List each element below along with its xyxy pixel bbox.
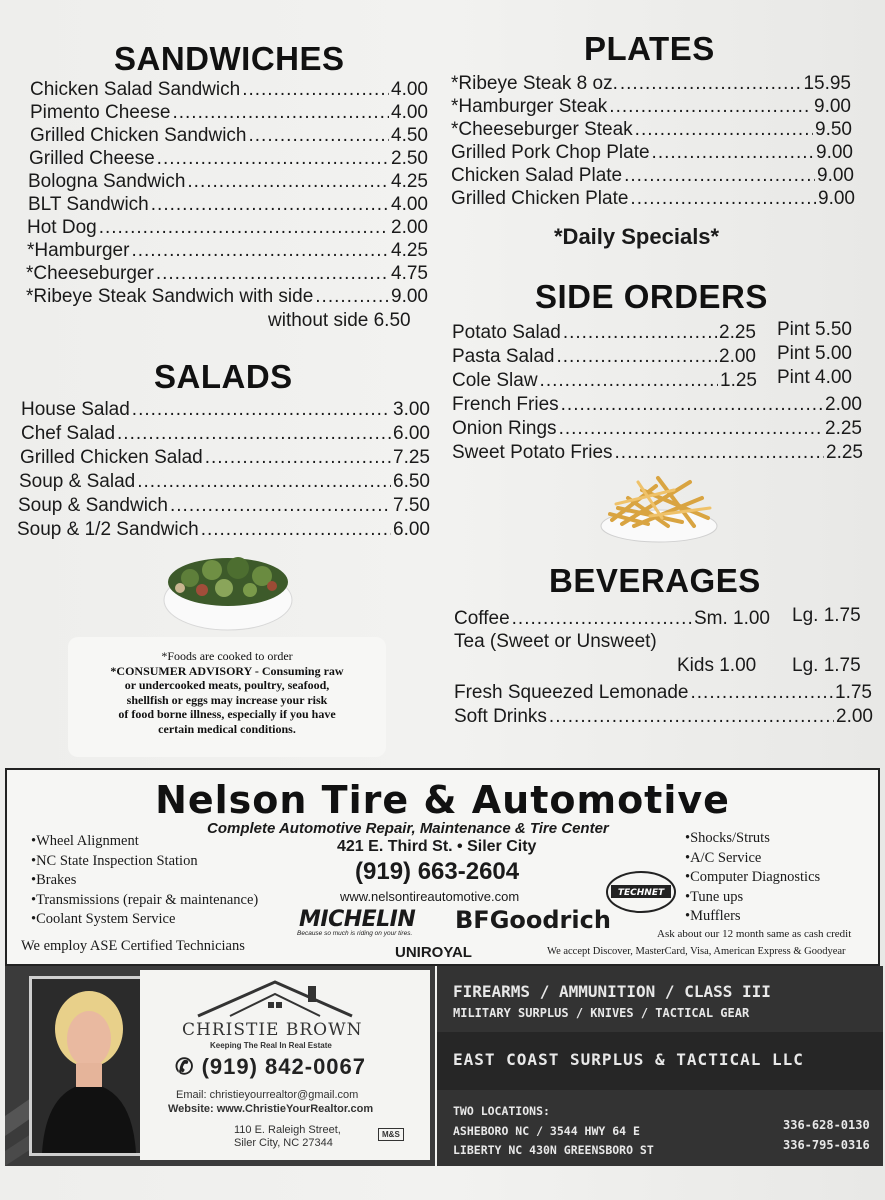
service-item: • Tune ups <box>685 888 820 908</box>
advisory-line: or undercooked meats, poultry, seafood, <box>124 678 330 692</box>
menu-item: Soup & Salad ..... 6.50 <box>19 470 430 493</box>
french-fries-image <box>598 468 720 546</box>
agent-email: Email: christieyourrealtor@gmail.com <box>176 1089 359 1101</box>
menu-item: Grilled Pork Chop Plate ..... 9.00 <box>451 141 853 164</box>
agent-contact <box>168 1088 373 1116</box>
large-price: Lg. 1.75 <box>792 655 861 676</box>
menu-item: BLT Sandwich ..... 4.00 <box>28 193 428 216</box>
surplus-locations: TWO LOCATIONS: ASHEBORO NC / 3544 HWY 64 E LIBERTY NC 430N GREENSBORO ST <box>453 1104 654 1157</box>
michelin-tagline: Because so much is riding on your tires. <box>297 930 413 937</box>
service-item: • Brakes <box>31 871 258 891</box>
house-logo <box>190 978 360 1018</box>
kids-price: Kids 1.00 <box>677 655 757 676</box>
advisory-line: of food borne illness, especially if you have <box>118 707 336 721</box>
menu-item: *Hamburger ..... 4.25 <box>27 239 428 262</box>
nelson-tire-ad <box>5 768 880 966</box>
phone-icon: ✆ <box>175 1054 195 1079</box>
menu-item: Grilled Chicken Salad ..... 7.25 <box>20 446 430 469</box>
service-item: • Computer Diagnostics <box>685 868 820 888</box>
menu-item: Cole Slaw ..... 1.25 <box>452 369 757 392</box>
service-item: • Transmissions (repair & maintenance) <box>31 891 258 911</box>
service-item: • Shocks/Struts <box>685 829 820 849</box>
menu-item: Coffee ..... Sm. 1.00 <box>454 607 770 630</box>
services-list-left <box>31 832 258 930</box>
menu-item: Onion Rings ..... 2.25 <box>452 417 862 440</box>
sandwiches-heading: SANDWICHES <box>114 40 345 77</box>
menu-item: Grilled Chicken Sandwich ..... 4.50 <box>30 124 428 147</box>
bfgoodrich-logo: BFGoodrich <box>455 906 611 934</box>
menu-item: Pasta Salad ..... 2.00 <box>452 345 756 368</box>
menu-item: Soup & 1/2 Sandwich ..... 6.00 <box>17 518 430 541</box>
technet-logo <box>605 870 677 914</box>
plates-heading: PLATES <box>584 30 715 67</box>
menu-item: *Cheeseburger Steak ..... 9.50 <box>451 118 852 141</box>
menu-item: Bologna Sandwich ..... 4.25 <box>28 170 428 193</box>
menu-item-name: Tea (Sweet or Unsweet) <box>454 631 657 652</box>
menu-item: *Cheeseburger ..... 4.75 <box>26 262 428 285</box>
menu-item: *Hamburger Steak ..... 9.00 <box>451 95 851 118</box>
agent-phone: ✆ (919) 842-0067 <box>175 1054 367 1079</box>
realtor-ad <box>5 966 435 1166</box>
michelin-logo: MICHELIN <box>299 907 416 932</box>
ad-phone: (919) 663-2604 <box>355 858 520 885</box>
surplus-ad <box>437 966 883 1166</box>
menu-item: Potato Salad ..... 2.25 <box>452 321 756 344</box>
menu-item: House Salad ..... 3.00 <box>21 398 430 421</box>
service-item: • Mufflers <box>685 907 820 927</box>
technet-logo-text: TECHNET <box>617 888 665 898</box>
menu-item: French Fries ..... 2.00 <box>452 393 862 416</box>
service-item: • Wheel Alignment <box>31 832 258 852</box>
without-side-price: without side 6.50 <box>268 310 411 331</box>
menu-item: Fresh Squeezed Lemonade ..... 1.75 <box>454 681 872 704</box>
menu-item: Soup & Sandwich ..... 7.50 <box>18 494 430 517</box>
surplus-line-1: FIREARMS / AMMUNITION / CLASS III <box>453 982 771 1001</box>
payment-note: We accept Discover, MasterCard, Visa, American Express & Goodyear <box>547 946 846 957</box>
brokerage-logo: M&S <box>378 1128 404 1141</box>
salad-bowl-image <box>160 548 296 634</box>
advisory-line: certain medical conditions. <box>158 721 296 736</box>
pint-price: Pint 5.50 <box>777 319 852 340</box>
menu-item: *Ribeye Steak 8 oz. ..... 15.95 <box>451 72 851 95</box>
services-list-right <box>685 829 820 927</box>
surplus-phones: 336-628-0130 336-795-0316 <box>783 1118 870 1152</box>
menu-item: Chicken Salad Plate ..... 9.00 <box>451 164 854 187</box>
advisory-line: *CONSUMER ADVISORY - Consuming raw <box>110 663 344 678</box>
ad-title: Nelson Tire & Automotive <box>155 778 730 822</box>
menu-item: Chef Salad ..... 6.00 <box>21 422 430 445</box>
surplus-business-name: EAST COAST SURPLUS & TACTICAL LLC <box>453 1050 804 1069</box>
menu-item: Sweet Potato Fries ..... 2.25 <box>452 441 863 464</box>
ad-address: 421 E. Third St. • Siler City <box>337 838 537 855</box>
advisory-line: shellfish or eggs may increase your risk <box>126 692 328 707</box>
agent-address: 110 E. Raleigh Street, Siler City, NC 27344 <box>234 1124 341 1149</box>
ase-statement: We employ ASE Certified Technicians <box>21 938 245 954</box>
agent-tagline: Keeping The Real In Real Estate <box>210 1041 332 1050</box>
menu-item: Grilled Chicken Plate ..... 9.00 <box>451 187 855 210</box>
pint-price: Pint 4.00 <box>777 367 852 388</box>
menu-item: *Ribeye Steak Sandwich with side ..... 9.00 <box>26 285 428 308</box>
menu-item: Soft Drinks ..... 2.00 <box>454 705 873 728</box>
ad-website: www.nelsontireautomotive.com <box>340 889 520 904</box>
cooked-to-order-note: *Foods are cooked to order <box>161 649 293 663</box>
surplus-line-2: MILITARY SURPLUS / KNIVES / TACTICAL GEAR <box>453 1006 750 1020</box>
side-orders-heading: SIDE ORDERS <box>535 278 768 315</box>
pint-price: Pint 5.00 <box>777 343 852 364</box>
consumer-advisory-box <box>68 637 386 757</box>
menu-item: Hot Dog ..... 2.00 <box>27 216 428 239</box>
agent-photo <box>29 976 149 1156</box>
credit-note: Ask about our 12 month same as cash credit <box>657 928 852 940</box>
agent-website: Website: www.ChristieYourRealtor.com <box>168 1103 374 1115</box>
service-item: • A/C Service <box>685 849 820 869</box>
salads-heading: SALADS <box>154 358 293 395</box>
beverages-heading: BEVERAGES <box>549 562 761 599</box>
service-item: • Coolant System Service <box>31 910 258 930</box>
menu-item: Pimento Cheese ..... 4.00 <box>30 101 428 124</box>
large-price: Lg. 1.75 <box>792 605 861 626</box>
ad-subtitle: Complete Automotive Repair, Maintenance & Tire Center <box>207 820 609 837</box>
service-item: • NC State Inspection Station <box>31 852 258 872</box>
menu-item: Chicken Salad Sandwich ..... 4.00 <box>30 78 428 101</box>
agent-name: CHRISTIE BROWN <box>182 1020 363 1040</box>
daily-specials: *Daily Specials* <box>554 224 720 249</box>
uniroyal-logo: UNIROYAL <box>395 944 472 961</box>
menu-item: Grilled Cheese ..... 2.50 <box>29 147 428 170</box>
realtor-card <box>140 970 430 1160</box>
